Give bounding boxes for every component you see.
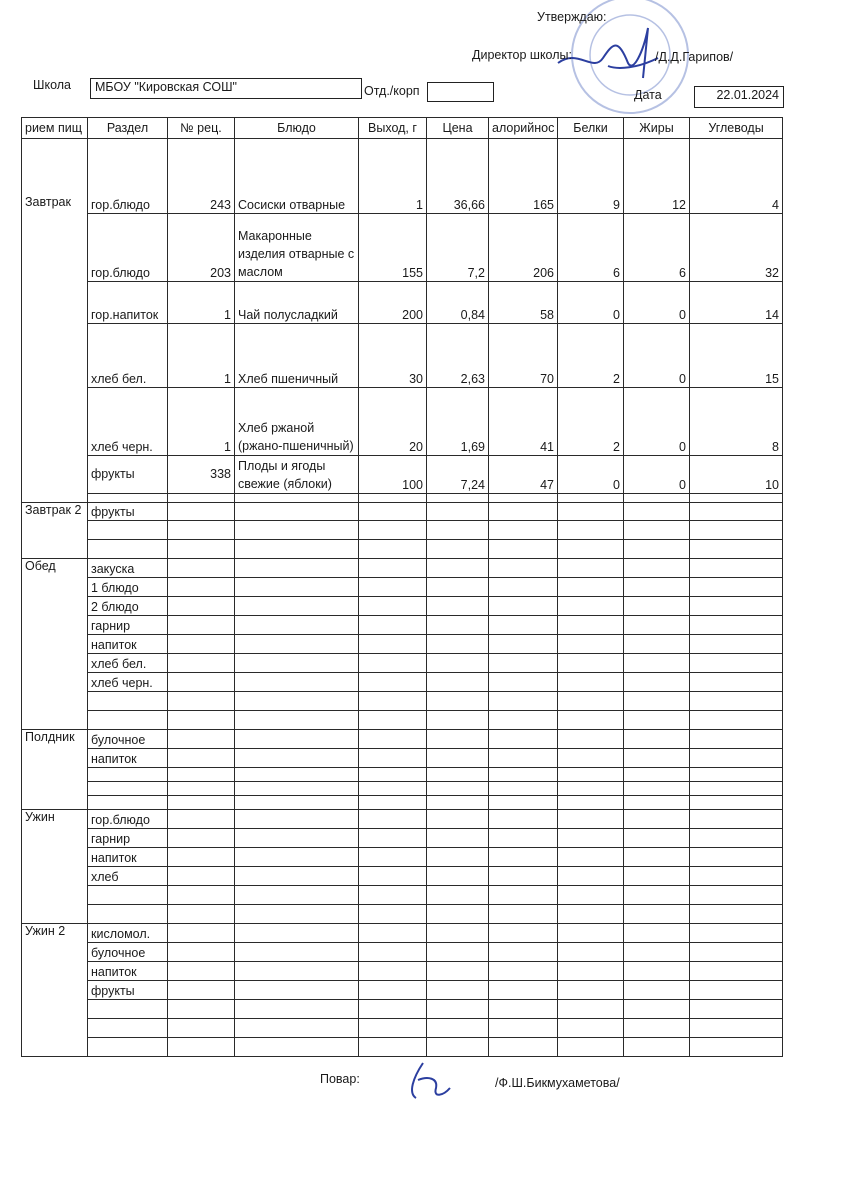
school-name-field[interactable]: МБОУ "Кировская СОШ" xyxy=(90,78,362,99)
table-row xyxy=(22,282,783,324)
cell-protein: 9 xyxy=(558,139,624,214)
cell-kcal: 70 xyxy=(489,324,558,388)
table-row xyxy=(22,673,783,692)
cell-recipe: 1 xyxy=(168,324,235,388)
cell-fat: 6 xyxy=(624,214,690,282)
cell-dish: Плоды и ягоды свежие (яблоки) xyxy=(235,456,359,494)
cook-label: Повар: xyxy=(320,1072,360,1086)
cell-section: 1 блюдо xyxy=(88,578,168,597)
cell-fat: 12 xyxy=(624,139,690,214)
table-row xyxy=(22,782,783,796)
cell-price: 7,2 xyxy=(427,214,489,282)
cell-section: гарнир xyxy=(88,829,168,848)
table-row xyxy=(22,324,783,388)
col-carbs: Углеводы xyxy=(690,118,783,139)
table-row xyxy=(22,559,783,578)
meal-snack: Полдник xyxy=(22,730,88,810)
menu-table xyxy=(21,117,783,1057)
table-header-row xyxy=(22,118,783,139)
cell-fat: 0 xyxy=(624,456,690,494)
meal-dinner2: Ужин 2 xyxy=(22,924,88,1057)
cell-section: фрукты xyxy=(88,981,168,1000)
approve-label: Утверждаю: xyxy=(537,10,607,24)
cell-carbs: 32 xyxy=(690,214,783,282)
cell-protein: 2 xyxy=(558,324,624,388)
cell-recipe: 338 xyxy=(168,456,235,494)
cell-section: гарнир xyxy=(88,616,168,635)
director-label: Директор школы: xyxy=(472,48,572,62)
cell-kcal: 165 xyxy=(489,139,558,214)
table-row xyxy=(22,848,783,867)
cell-yield: 1 xyxy=(359,139,427,214)
cell-section: кисломол. xyxy=(88,924,168,943)
cell-section: напиток xyxy=(88,962,168,981)
col-kcal: алорийнос xyxy=(489,118,558,139)
cell-fat: 0 xyxy=(624,388,690,456)
cell-section: 2 блюдо xyxy=(88,597,168,616)
cell-dish: Чай полусладкий xyxy=(235,282,359,324)
cell-protein: 0 xyxy=(558,282,624,324)
col-meal: рием пищ xyxy=(22,118,88,139)
table-row xyxy=(22,962,783,981)
director-name: /Д.Д.Гарипов/ xyxy=(655,50,734,64)
cell-dish: Сосиски отварные xyxy=(235,139,359,214)
cell-section: напиток xyxy=(88,749,168,768)
cell-kcal: 47 xyxy=(489,456,558,494)
table-row xyxy=(22,521,783,540)
table-row xyxy=(22,711,783,730)
cell-section: гор.блюдо xyxy=(88,139,168,214)
meal-breakfast: Завтрак xyxy=(22,139,88,503)
cell-carbs: 15 xyxy=(690,324,783,388)
table-row xyxy=(22,456,783,494)
table-row xyxy=(22,905,783,924)
cell-price: 2,63 xyxy=(427,324,489,388)
cell-section: напиток xyxy=(88,848,168,867)
cell-recipe: 1 xyxy=(168,282,235,324)
cell-dish: Хлеб ржаной (ржано-пшеничный) xyxy=(235,388,359,456)
cell-section: хлеб бел. xyxy=(88,324,168,388)
table-row xyxy=(22,616,783,635)
cell-section: булочное xyxy=(88,943,168,962)
table-row xyxy=(22,829,783,848)
cell-yield: 200 xyxy=(359,282,427,324)
cell-carbs: 14 xyxy=(690,282,783,324)
col-price: Цена xyxy=(427,118,489,139)
table-row xyxy=(22,924,783,943)
cell-section: хлеб бел. xyxy=(88,654,168,673)
cell-yield: 100 xyxy=(359,456,427,494)
col-section: Раздел xyxy=(88,118,168,139)
meal-lunch: Обед xyxy=(22,559,88,730)
cell-yield: 30 xyxy=(359,324,427,388)
table-row xyxy=(22,494,783,503)
cell-section: хлеб xyxy=(88,867,168,886)
table-row xyxy=(22,768,783,782)
table-row xyxy=(22,692,783,711)
dept-field[interactable] xyxy=(427,82,494,102)
col-recipe: № рец. xyxy=(168,118,235,139)
table-row xyxy=(22,578,783,597)
date-field[interactable]: 22.01.2024 xyxy=(694,86,784,108)
cell-dish: Макаронные изделия отварные с маслом xyxy=(235,214,359,282)
col-yield: Выход, г xyxy=(359,118,427,139)
cell-price: 36,66 xyxy=(427,139,489,214)
cell-price: 0,84 xyxy=(427,282,489,324)
table-row xyxy=(22,388,783,456)
table-row xyxy=(22,810,783,829)
table-row xyxy=(22,503,783,521)
cell-section: хлеб черн. xyxy=(88,388,168,456)
cell-section: напиток xyxy=(88,635,168,654)
date-label: Дата xyxy=(634,88,662,102)
cell-protein: 6 xyxy=(558,214,624,282)
table-row xyxy=(22,867,783,886)
cell-price: 7,24 xyxy=(427,456,489,494)
cell-price: 1,69 xyxy=(427,388,489,456)
cell-protein: 2 xyxy=(558,388,624,456)
table-row xyxy=(22,1000,783,1019)
table-row xyxy=(22,654,783,673)
table-row xyxy=(22,597,783,616)
table-row xyxy=(22,943,783,962)
cell-carbs: 8 xyxy=(690,388,783,456)
cell-section: фрукты xyxy=(88,456,168,494)
cell-recipe: 243 xyxy=(168,139,235,214)
cell-kcal: 41 xyxy=(489,388,558,456)
cell-fat: 0 xyxy=(624,282,690,324)
col-fat: Жиры xyxy=(624,118,690,139)
cell-section: фрукты xyxy=(88,503,168,521)
cell-section: хлеб черн. xyxy=(88,673,168,692)
table-row xyxy=(22,635,783,654)
cell-kcal: 206 xyxy=(489,214,558,282)
table-row xyxy=(22,139,783,214)
table-row xyxy=(22,1019,783,1038)
cell-recipe: 203 xyxy=(168,214,235,282)
table-row xyxy=(22,981,783,1000)
table-row xyxy=(22,886,783,905)
cell-dish: Хлеб пшеничный xyxy=(235,324,359,388)
col-dish: Блюдо xyxy=(235,118,359,139)
cell-section: гор.блюдо xyxy=(88,214,168,282)
cell-protein: 0 xyxy=(558,456,624,494)
cell-carbs: 4 xyxy=(690,139,783,214)
table-row xyxy=(22,749,783,768)
cell-section: гор.напиток xyxy=(88,282,168,324)
cell-yield: 20 xyxy=(359,388,427,456)
table-row xyxy=(22,796,783,810)
cell-carbs: 10 xyxy=(690,456,783,494)
meal-dinner: Ужин xyxy=(22,810,88,924)
table-row xyxy=(22,1038,783,1057)
cell-section: закуска xyxy=(88,559,168,578)
cell-section: гор.блюдо xyxy=(88,810,168,829)
school-label: Школа xyxy=(33,78,71,92)
cell-fat: 0 xyxy=(624,324,690,388)
cook-name: /Ф.Ш.Бикмухаметова/ xyxy=(495,1076,620,1090)
cell-recipe: 1 xyxy=(168,388,235,456)
table-row xyxy=(22,214,783,282)
cook-signature xyxy=(398,1058,458,1103)
cell-kcal: 58 xyxy=(489,282,558,324)
table-row xyxy=(22,730,783,749)
col-protein: Белки xyxy=(558,118,624,139)
meal-breakfast2: Завтрак 2 xyxy=(22,503,88,559)
table-row xyxy=(22,540,783,559)
dept-label: Отд./корп xyxy=(364,84,420,98)
cell-section: булочное xyxy=(88,730,168,749)
cell-yield: 155 xyxy=(359,214,427,282)
